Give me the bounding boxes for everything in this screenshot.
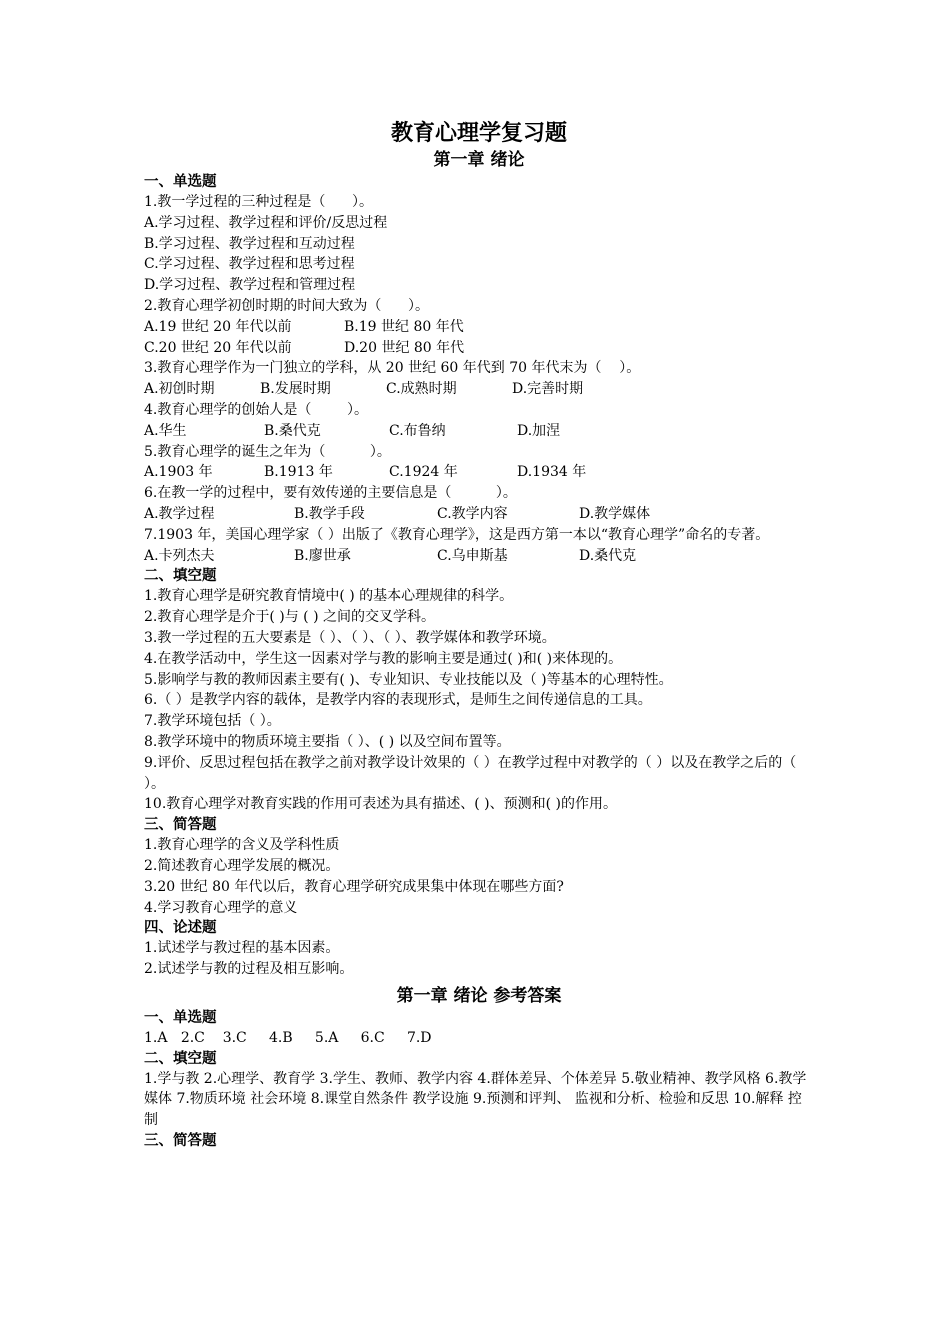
q1-option-c: C.学习过程、教学过程和思考过程: [144, 256, 355, 273]
q3-option-b: B.发展时期: [260, 381, 331, 398]
answers-heading-short-answer: 三、简答题: [144, 1132, 217, 1150]
section-heading-essay: 四、论述题: [144, 919, 217, 937]
essay-item: 1.试述学与教过程的基本因素。: [144, 940, 340, 957]
q7-option-a: A.卡列杰夫: [144, 547, 215, 564]
answers-heading-single-choice: 一、单选题: [144, 1008, 217, 1026]
fill-in-item: 4.在教学活动中，学生这一因素对学与教的影响主要是通过( )和( )来体现的。: [144, 650, 623, 667]
essay-item: 2.试述学与教的过程及相互影响。: [144, 961, 354, 978]
q3-option-c: C.成熟时期: [386, 381, 457, 398]
q5-option-a: A.1903 年: [144, 464, 213, 481]
answers-heading-fill-in: 二、填空题: [144, 1049, 217, 1067]
fill-in-item: 3.教一学过程的五大要素是（ ）、（ ）、（ ）、教学媒体和教学环境。: [144, 629, 556, 646]
q2-option-a: A.19 世纪 20 年代以前: [144, 318, 292, 335]
q7-option-b: B.廖世承: [294, 547, 351, 564]
fill-in-item: 1.教育心理学是研究教育情境中( ) 的基本心理规律的科学。: [144, 588, 514, 605]
q1-option-d: D.学习过程、教学过程和管理过程: [144, 277, 356, 294]
q4-options: [144, 421, 814, 442]
question-5: 5.教育心理学的诞生之年为（ ）。: [144, 443, 391, 460]
fill-in-item: 5.影响学与教的教师因素主要有( )、专业知识、专业技能以及（ )等基本的心理特性。: [144, 671, 673, 688]
question-7: 7.1903 年，美国心理学家（ ）出版了《教育心理学》，这是西方第一本以“教育心理学”命名的专著。: [144, 526, 770, 543]
q6-option-d: D.教学媒体: [579, 505, 651, 522]
q7-option-d: D.桑代克: [579, 547, 637, 564]
q4-option-d: D.加涅: [517, 422, 561, 439]
fill-in-item: 8.教学环境中的物质环境主要指（ ）、( ) 以及空间布置等。: [144, 733, 511, 750]
q2-option-b: B.19 世纪 80 年代: [344, 318, 464, 335]
q6-option-a: A.教学过程: [144, 505, 215, 522]
q6-options: [144, 504, 814, 525]
q5-option-b: B.1913 年: [264, 464, 333, 481]
q3-option-d: D.完善时期: [512, 381, 584, 398]
q1-option-a: A.学习过程、教学过程和评价/反思过程: [144, 214, 388, 231]
short-answer-item: 3.20 世纪 80 年代以后，教育心理学研究成果集中体现在哪些方面?: [144, 878, 564, 895]
q5-options: [144, 462, 814, 483]
q3-options: [144, 379, 814, 400]
chapter-title: 第一章 绪论: [433, 150, 525, 170]
q7-options: [144, 546, 814, 567]
fill-in-item: 2.教育心理学是介于( )与 ( ) 之间的交叉学科。: [144, 609, 436, 626]
q3-option-a: A.初创时期: [144, 381, 215, 398]
q2-options-row-1: [144, 317, 814, 338]
short-answer-item: 1.教育心理学的含义及学科性质: [144, 837, 340, 854]
q1-option-b: B.学习过程、教学过程和互动过程: [144, 235, 355, 252]
answers-single-choice: 1.A 2.C 3.C 4.B 5.A 6.C 7.D: [144, 1029, 432, 1046]
fill-in-item: 7.教学环境包括（ ）。: [144, 713, 281, 730]
question-1: 1.教一学过程的三种过程是（ ）。: [144, 194, 374, 210]
q2-options-row-2: [144, 338, 814, 359]
short-answer-item: 4.学习教育心理学的意义: [144, 899, 298, 916]
q2-option-c: C.20 世纪 20 年代以前: [144, 339, 292, 356]
q5-option-d: D.1934 年: [517, 464, 587, 481]
section-heading-fill-in: 二、填空题: [144, 567, 217, 585]
section-heading-single-choice: 一、单选题: [144, 173, 217, 190]
q7-option-c: C.乌申斯基: [437, 547, 508, 564]
q4-option-a: A.华生: [144, 422, 187, 439]
q4-option-c: C.布鲁纳: [389, 422, 446, 439]
question-2: 2.教育心理学初创时期的时间大致为（ ）。: [144, 297, 430, 314]
q4-option-b: B.桑代克: [264, 422, 321, 439]
section-heading-short-answer: 三、简答题: [144, 816, 217, 834]
question-6: 6.在教一学的过程中，要有效传递的主要信息是（ ）。: [144, 485, 517, 502]
fill-in-item: 9.评价、反思过程包括在教学之前对教学设计效果的（ ）在教学过程中对教学的（ ）以及在教学之后的（ ）。: [144, 754, 797, 792]
document-page: [144, 118, 814, 1151]
answers-title: 第一章 绪论 参考答案: [396, 985, 562, 1006]
q5-option-c: C.1924 年: [389, 464, 458, 481]
fill-in-item: 10.教育心理学对教育实践的作用可表述为具有描述、( )、预测和( )的作用。: [144, 796, 618, 813]
document-title: 教育心理学复习题: [390, 120, 567, 146]
answers-fill-in: 1.学与教 2.心理学、教育学 3.学生、教师、教学内容 4.群体差异、个体差异 5.敬业精神、教学风格 6.教学媒体 7.物质环境 社会环境 8.课堂自然条件 教学设施 9.预测和评判、 监视和分析、检验和反思 10.解释 控制: [144, 1070, 807, 1129]
q6-option-c: C.教学内容: [437, 505, 508, 522]
q6-option-b: B.教学手段: [294, 505, 365, 522]
question-4: 4.教育心理学的创始人是（ ）。: [144, 401, 368, 418]
q2-option-d: D.20 世纪 80 年代: [344, 339, 465, 356]
fill-in-item: 6.（ ）是教学内容的载体，是教学内容的表现形式，是师生之间传递信息的工具。: [144, 692, 652, 709]
question-3: 3.教育心理学作为一门独立的学科，从 20 世纪 60 年代到 70 年代末为（ ）。: [144, 360, 641, 377]
short-answer-item: 2.简述教育心理学发展的概况。: [144, 857, 340, 874]
